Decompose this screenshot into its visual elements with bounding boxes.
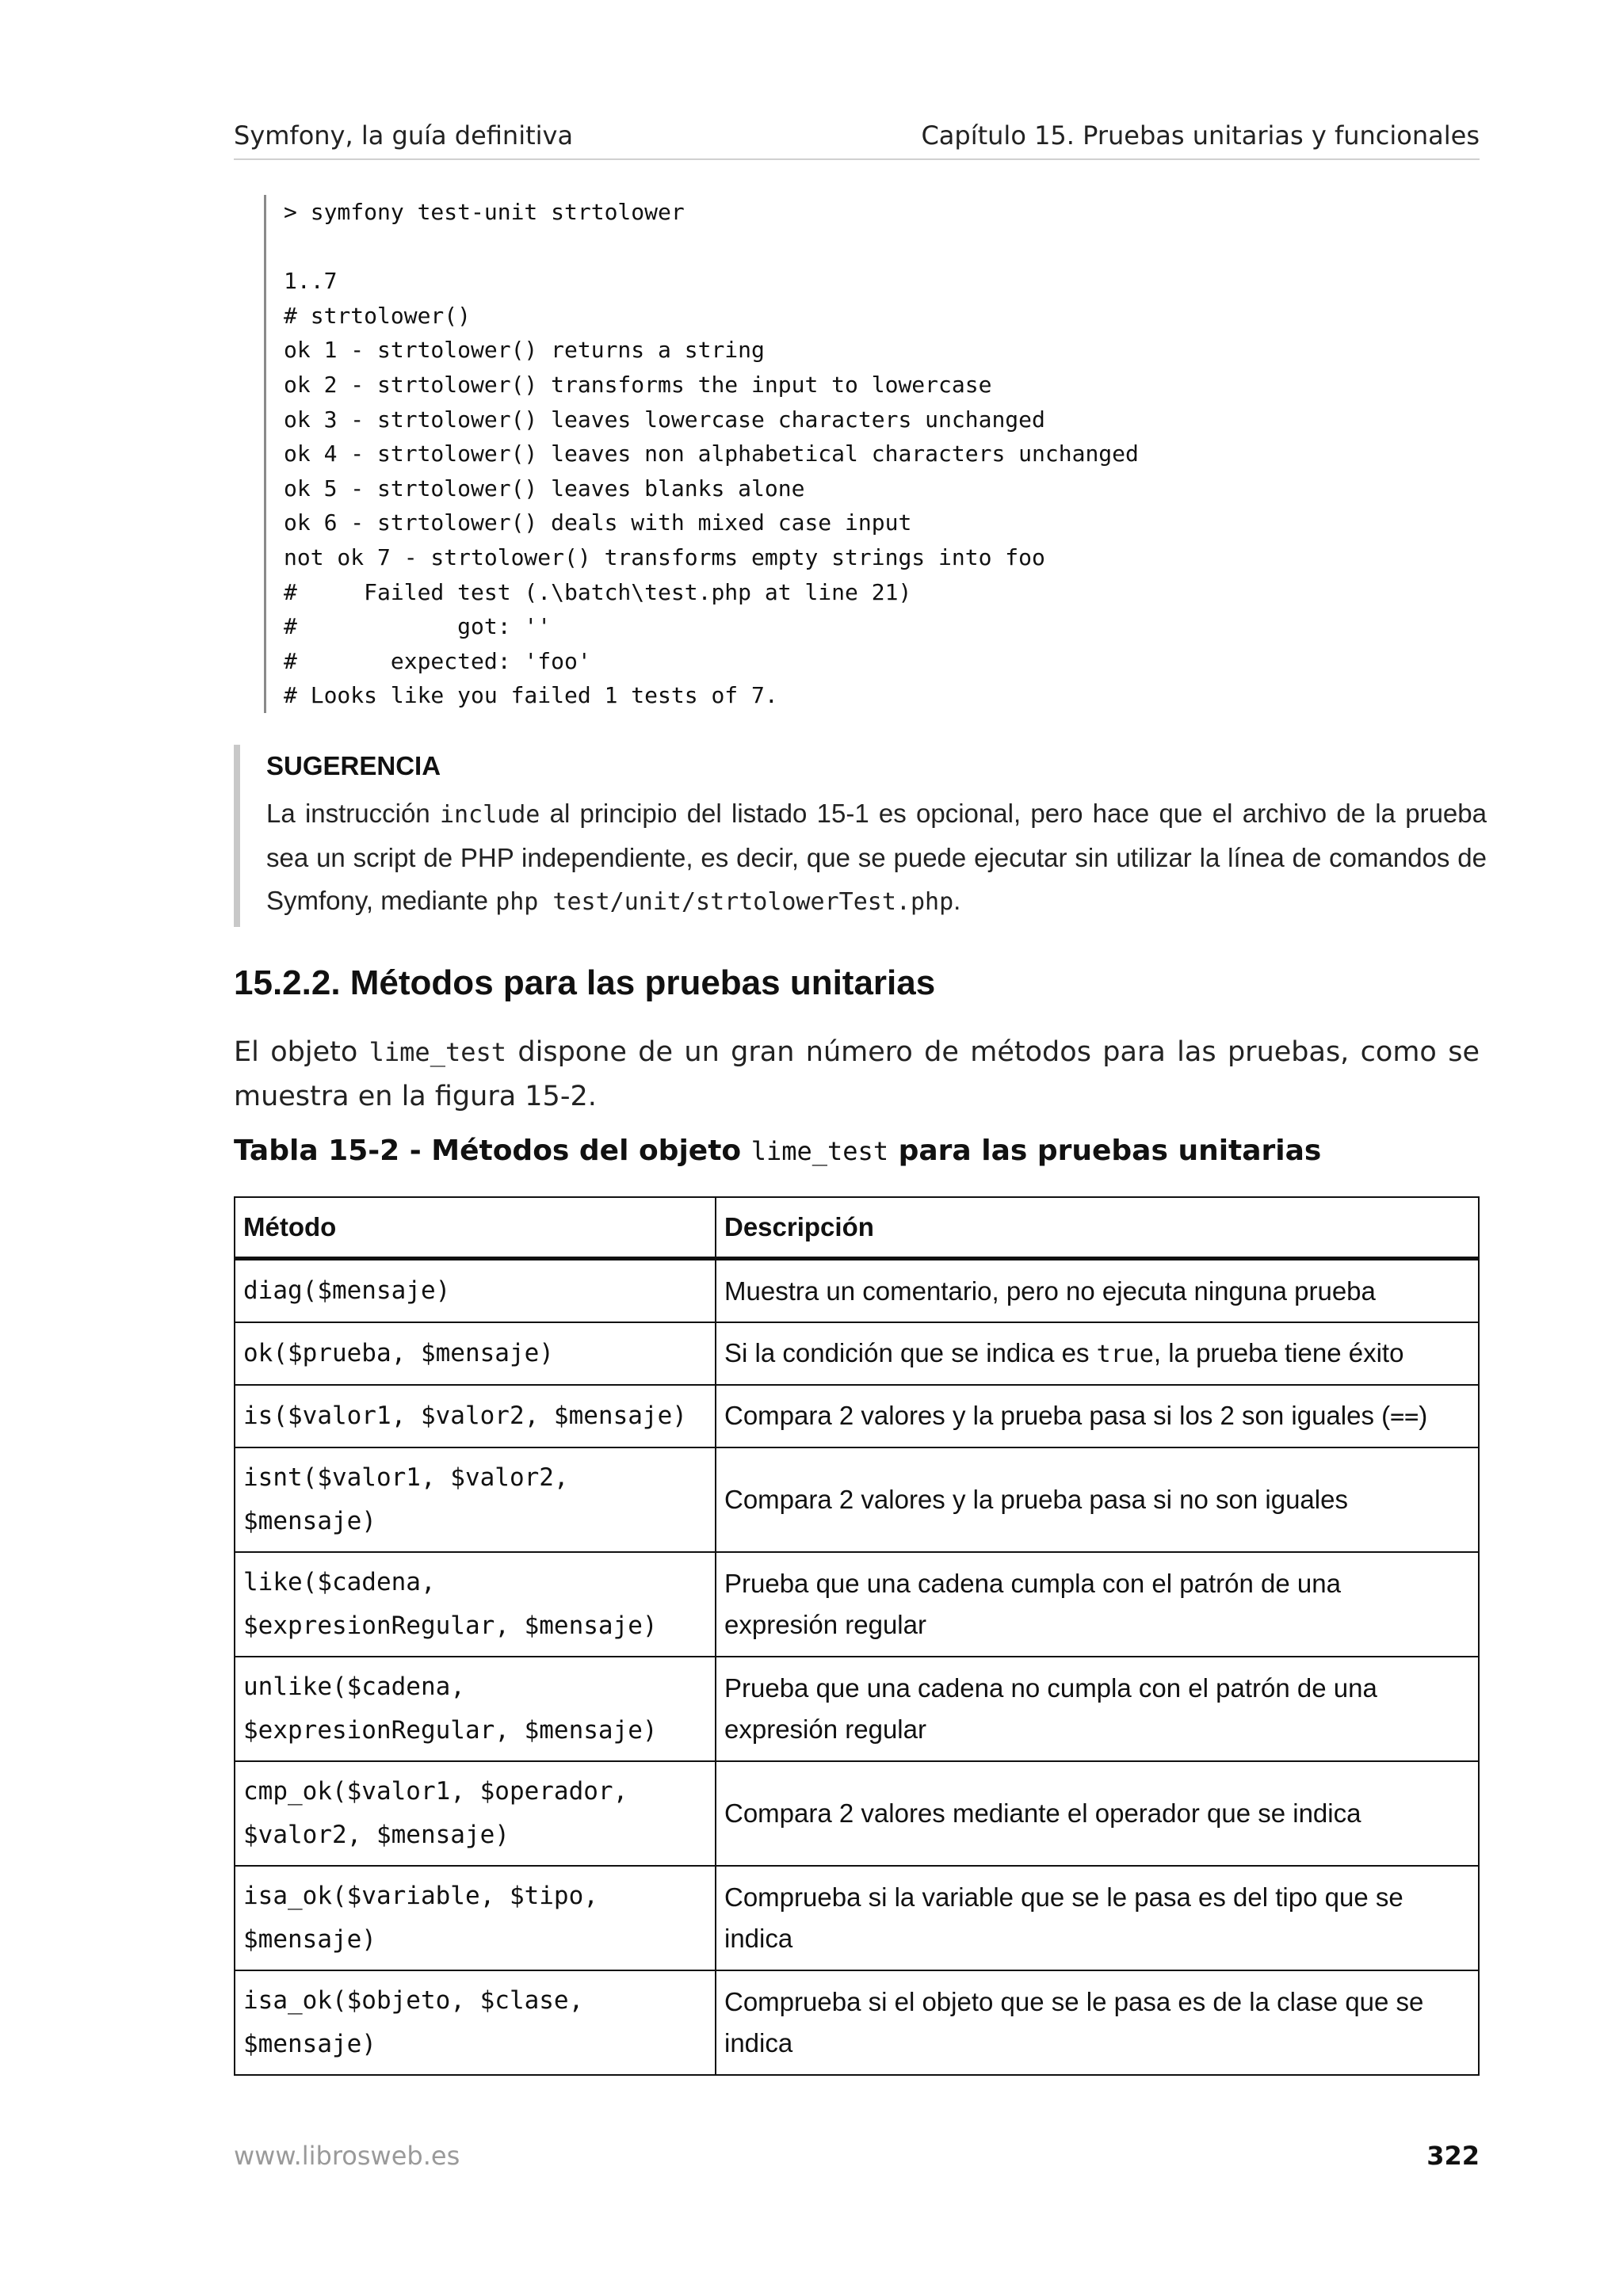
description-line: Prueba que una cadena no cumpla con el patrón de una <box>724 1673 1377 1703</box>
code-line: ok 3 - strtolower() leaves lowercase characters unchanged <box>284 406 1045 433</box>
method-line: unlike($cadena, <box>243 1672 465 1701</box>
section-heading: 15.2.2. Métodos para las pruebas unitarias <box>234 963 936 1002</box>
code-line: # Failed test (.\batch\test.php at line 21) <box>284 578 912 605</box>
description-text: ) <box>1419 1400 1428 1430</box>
code-line: > symfony test-unit strtolower <box>284 199 685 225</box>
table-row <box>235 1552 1479 1657</box>
tip-text: al principio del listado 15-1 es opcional, pero hace que el archivo de la prueba sea un script de PHP independiente, es decir, que se puede ejecutar sin utilizar la línea de comandos de Symfony, mediante <box>266 799 1487 915</box>
method-line: $mensaje) <box>243 1507 376 1535</box>
table-row <box>235 1259 1479 1323</box>
method-cell: diag($mensaje) <box>235 1259 716 1323</box>
table-row <box>235 1385 1479 1447</box>
method-cell: is($valor1, $valor2, $mensaje) <box>235 1385 716 1447</box>
method-cell <box>235 1866 716 1970</box>
code-line: # strtolower() <box>284 302 472 329</box>
table-row <box>235 1970 1479 2075</box>
method-cell <box>235 1657 716 1761</box>
code-line: ok 6 - strtolower() deals with mixed case input <box>284 509 912 536</box>
page-footer <box>234 2141 1480 2180</box>
method-cell <box>235 1761 716 1866</box>
method-line: isa_ok($variable, $tipo, <box>243 1882 598 1910</box>
caption-code: lime_test <box>750 1136 889 1166</box>
code-line: ok 1 - strtolower() returns a string <box>284 337 765 364</box>
description-line: indica <box>724 2028 793 2058</box>
code-line: ok 4 - strtolower() leaves non alphabetical characters unchanged <box>284 441 1139 467</box>
description-line: Comprueba si el objeto que se le pasa es de la clase que se <box>724 1987 1424 2016</box>
method-cell: ok($prueba, $mensaje) <box>235 1322 716 1385</box>
footer-site-link[interactable]: www.librosweb.es <box>234 2141 460 2171</box>
paragraph-text: dispone de un gran número de métodos para las pruebas, como se muestra en la figura 15-2. <box>234 1036 1480 1112</box>
section-paragraph <box>234 1030 1480 1119</box>
code-line: not ok 7 - strtolower() transforms empty strings into foo <box>284 543 1045 570</box>
book-title: Symfony, la guía definitiva <box>234 120 574 151</box>
column-header-description: Descripción <box>716 1197 1479 1259</box>
code-line: # got: '' <box>284 613 552 640</box>
caption-text: para las pruebas unitarias <box>888 1135 1322 1167</box>
description-cell <box>716 1866 1479 1970</box>
table-caption <box>234 1135 1321 1167</box>
code-listing <box>264 195 1457 713</box>
table-header-row <box>235 1197 1479 1259</box>
table-row <box>235 1761 1479 1866</box>
caption-text: Tabla 15-2 - Métodos del objeto <box>234 1135 751 1167</box>
method-line: $mensaje) <box>243 1925 376 1954</box>
tip-box <box>234 745 1486 927</box>
description-code: == <box>1390 1402 1419 1431</box>
method-line: $expresionRegular, $mensaje) <box>243 1611 658 1640</box>
tip-code: php test/unit/strtolowerTest.php <box>495 888 954 916</box>
description-cell: Compara 2 valores mediante el operador que se indica <box>716 1761 1479 1866</box>
method-cell <box>235 1970 716 2075</box>
code-line: ok 5 - strtolower() leaves blanks alone <box>284 475 805 502</box>
code-line <box>284 230 1457 265</box>
method-line: $valor2, $mensaje) <box>243 1821 510 1849</box>
tip-text: . <box>953 886 961 915</box>
chapter-title: Capítulo 15. Pruebas unitarias y funcionales <box>921 120 1480 151</box>
method-cell <box>235 1447 716 1552</box>
method-line: $mensaje) <box>243 2030 376 2058</box>
table-row <box>235 1866 1479 1970</box>
description-line: expresión regular <box>724 1610 926 1639</box>
table-row <box>235 1447 1479 1552</box>
description-cell <box>716 1552 1479 1657</box>
description-text: , la prueba tiene éxito <box>1153 1337 1404 1367</box>
description-text: Si la condición que se indica es <box>724 1337 1097 1367</box>
methods-table <box>234 1196 1480 2076</box>
code-line: 1..7 <box>284 268 338 295</box>
paragraph-code: lime_test <box>369 1037 507 1067</box>
description-cell: Muestra un comentario, pero no ejecuta ninguna prueba <box>716 1259 1479 1323</box>
description-cell <box>716 1385 1479 1447</box>
running-header <box>234 117 1480 160</box>
method-cell <box>235 1552 716 1657</box>
tip-text: La instrucción <box>266 799 440 828</box>
table-row <box>235 1657 1479 1761</box>
description-text: Compara 2 valores y la prueba pasa si los 2 son iguales ( <box>724 1400 1391 1430</box>
method-line: $expresionRegular, $mensaje) <box>243 1716 658 1745</box>
description-line: expresión regular <box>724 1714 926 1744</box>
method-line: like($cadena, <box>243 1568 436 1596</box>
description-cell <box>716 1322 1479 1385</box>
description-line: Prueba que una cadena cumpla con el patrón de una <box>724 1569 1341 1598</box>
description-line: indica <box>724 1924 793 1953</box>
description-code: true <box>1096 1340 1154 1368</box>
code-line: # expected: 'foo' <box>284 647 591 674</box>
column-header-method: Método <box>235 1197 716 1259</box>
page-number: 322 <box>1426 2141 1480 2171</box>
description-cell: Compara 2 valores y la prueba pasa si no son iguales <box>716 1447 1479 1552</box>
description-cell <box>716 1970 1479 2075</box>
tip-title: SUGERENCIA <box>266 751 441 780</box>
paragraph-text: El objeto <box>234 1036 369 1068</box>
method-line: isnt($valor1, $valor2, <box>243 1463 569 1492</box>
description-cell <box>716 1657 1479 1761</box>
method-line: cmp_ok($valor1, $operador, <box>243 1777 628 1806</box>
tip-code: include <box>439 801 540 829</box>
table-row <box>235 1322 1479 1385</box>
description-line: Comprueba si la variable que se le pasa es del tipo que se <box>724 1882 1403 1912</box>
method-line: isa_ok($objeto, $clase, <box>243 1986 584 2015</box>
code-line: ok 2 - strtolower() transforms the input to lowercase <box>284 371 992 398</box>
tip-body <box>266 792 1487 924</box>
code-line: # Looks like you failed 1 tests of 7. <box>284 682 778 709</box>
